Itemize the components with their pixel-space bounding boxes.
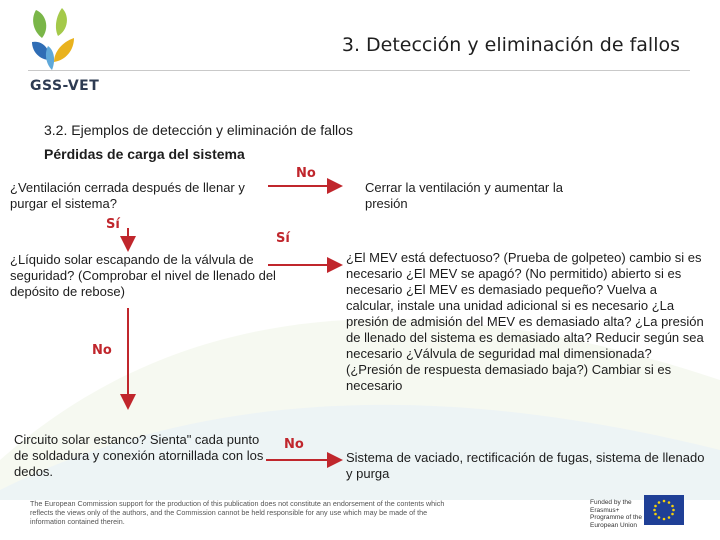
q3-no-label: No: [284, 437, 304, 452]
logo-text: GSS-VET: [30, 78, 100, 94]
q2-no-label: No: [92, 343, 112, 358]
q2-yes-action: ¿El MEV está defectuoso? (Prueba de golpeteo) cambio si es necesario ¿El MEV se apagó? (No permitido) abierto si es necesario ¿El MEV es demasiado pequeño? Vuelva a calcular, instale una unidad adicional si es necesario ¿La presión de admisión del MEV es demasiado alta? ¿La presión de llenado del sistema es demasiado alta? Reducir según sea necesario ¿Válvula de seguridad mal dimensionada? (¿Presión de respuesta demasiado baja?) Cambiar si es necesario: [346, 250, 704, 393]
q1-yes-label: Sí: [106, 217, 120, 232]
question-1-text: ¿Ventilación cerrada después de llenar y purgar el sistema?: [10, 180, 245, 211]
q1-no-action: Cerrar la ventilación y aumentar la presión: [365, 180, 563, 211]
page-title: 3. Detección y eliminación de fallos: [341, 34, 680, 56]
q3-no-action: Sistema de vaciado, rectificación de fugas, sistema de llenado y purga: [346, 450, 705, 481]
footer-disclaimer: The European Commission support for the production of this publication does not constitute an endorsement of the contents which reflects the views only of the authors, and the Commission cannot be held responsible for any use which may be made of the information contained therein.: [30, 499, 445, 526]
funded-by-text: Funded by the Erasmus+ Programme of the European Union: [590, 499, 643, 529]
q2-yes-label: Sí: [276, 231, 290, 246]
q1-no-label: No: [296, 166, 316, 181]
question-2-text: ¿Líquido solar escapando de la válvula de seguridad? (Comprobar el nivel de llenado del depósito de rebose): [10, 252, 276, 299]
section-heading: Pérdidas de carga del sistema: [44, 146, 245, 162]
eu-flag-icon: [644, 495, 684, 525]
question-3-text: Circuito solar estanco? Sienta" cada punto de soldadura y conexión atornillada con los dedos.: [14, 432, 264, 479]
subtitle: 3.2. Ejemplos de detección y eliminación de fallos: [44, 122, 353, 138]
